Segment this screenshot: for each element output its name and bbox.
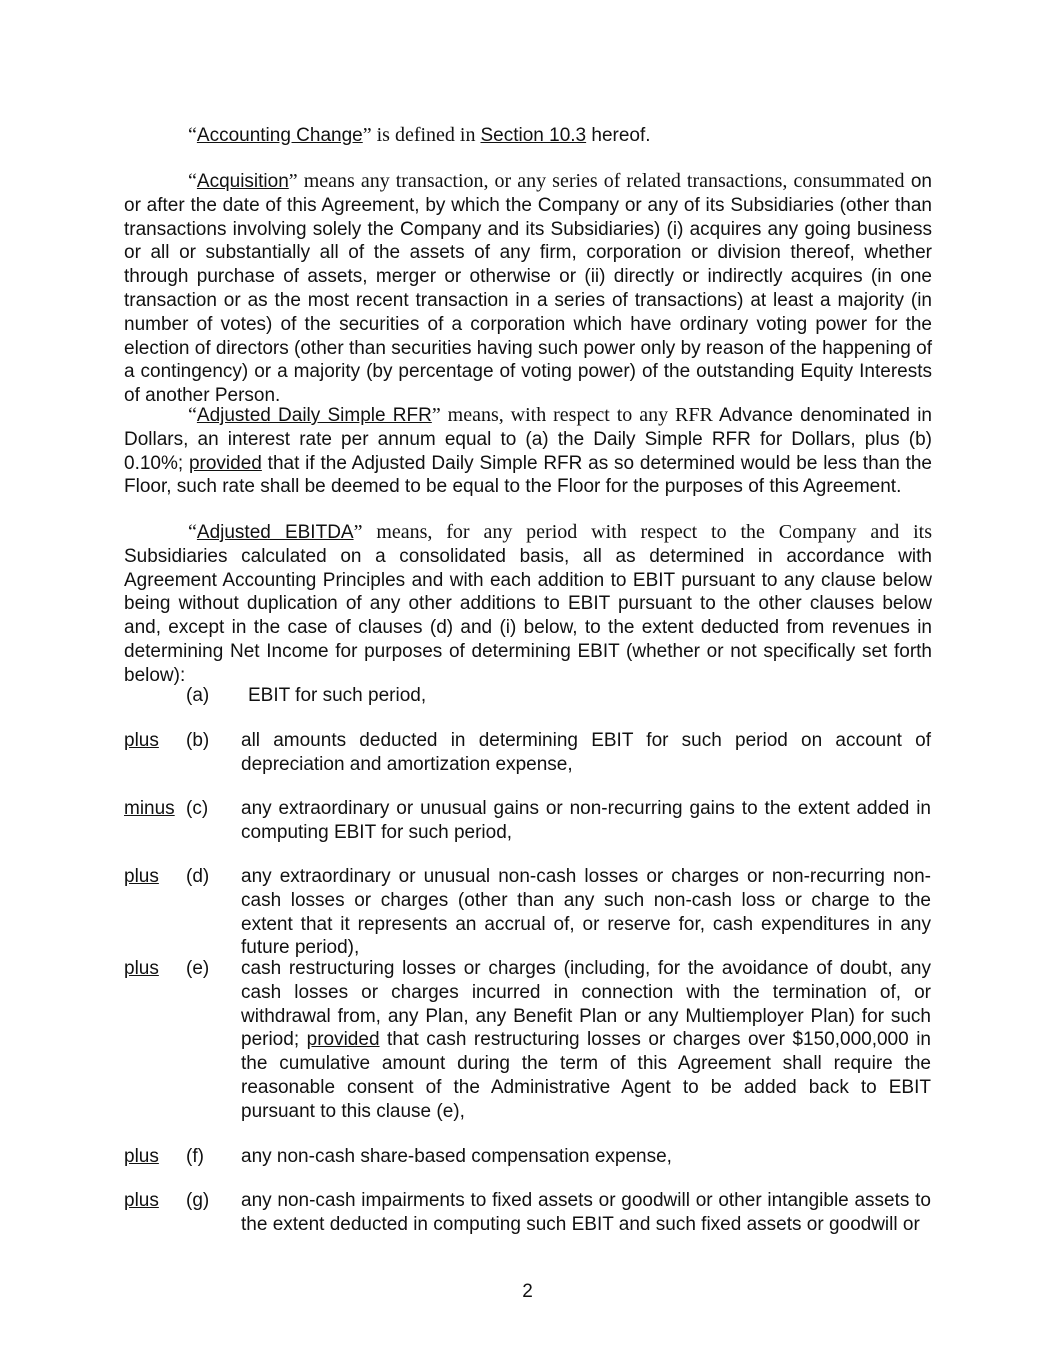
clause-prefix: plus: [124, 866, 159, 887]
clause-text: any non-cash share-based compensation expense,: [241, 1146, 672, 1167]
definition-accounting-change: “Accounting Change” is defined in Section 10.3 hereof.: [188, 124, 651, 146]
clause-text: cash restructuring losses or charges (including, for the avoidance of doubt, any cash losses or charges incurred in connection with the termination of, or withdrawal from, any Plan, any Benefit Plan or any Multiemployer Plan) for such period; provided that cash restructuring losses or charges over $150,000,000 in the cumulative amount during the term of this Agreement shall require the reasonable consent of the Administrative Agent to be added back to EBIT pursuant to this clause (e),: [241, 958, 932, 1122]
section-reference: Section 10.3: [480, 125, 587, 146]
clause-text: any extraordinary or unusual gains or non-recurring gains to the extent added in computing EBIT for such period,: [241, 798, 931, 843]
defined-term: Acquisition: [196, 171, 289, 192]
clause-label: (f): [186, 1146, 204, 1167]
definition-adjusted-ebitda: “Adjusted EBITDA” means, for any period with respect to the Company and its Subsidiaries calculated on a consolidated basis, all as determined in accordance with Agreement Accounting Principles and with each addition to EBIT pursuant to any clause below being without duplication of any other additions to EBIT pursuant to the other clauses below and, except in the case of clauses (d) and (i) below, to the extent deducted from revenues in determining Net Income for purposes of determining EBIT (whether or not specifically set forth below):: [124, 521, 932, 686]
clause-text: any extraordinary or unusual non-cash losses or charges or non-recurring non-cash losses or charges (other than any such non-cash loss or charge to the extent that it represents an accrual of, or reserve for, cash expenditures in any future period),: [241, 866, 931, 959]
defined-term: Accounting Change: [196, 125, 363, 146]
clause-text: EBIT for such period,: [248, 685, 427, 706]
clause-label: (b): [186, 730, 210, 751]
clause-label: (g): [186, 1190, 210, 1211]
clause-text: all amounts deducted in determining EBIT for such period on account of depreciation and amortization expense,: [241, 730, 931, 775]
clause-prefix: plus: [124, 1190, 159, 1211]
defined-term: Adjusted EBITDA: [196, 522, 354, 543]
clause-prefix: minus: [124, 798, 175, 819]
clause-prefix: plus: [124, 730, 159, 751]
defined-term: Adjusted Daily Simple RFR: [196, 405, 432, 426]
proviso-term: provided: [306, 1029, 380, 1051]
definition-acquisition: “Acquisition” means any transaction, or any series of related transactions, consummated on or after the date of this Agreement, by which the Company or any of its Subsidiaries (other than transactions involving solely the Company and its Subsidiaries) (i) acquires any going business or all or substantially all of the assets of any firm, corporation or division thereof, whether through purchase of assets, merger or otherwise or (ii) directly or indirectly acquires (in one transaction or as the most recent transaction in a series of transactions) at least a majority (in number of votes) of the securities of a corporation which have ordinary voting power for the election of directors (other than securities having such power only by reason of the happening of a contingency) or a majority (by percentage of voting power) of the outstanding Equity Interests of another Person.: [124, 170, 933, 407]
clause-label: (a): [186, 685, 210, 706]
definition-adjusted-daily-simple-rfr: “Adjusted Daily Simple RFR” means, with respect to any RFR Advance denominated in Dollars, an interest rate per annum equal to (a) the Daily Simple RFR for Dollars, plus (b) 0.10%; provided that if the Adjusted Daily Simple RFR as so determined would be less than the Floor, such rate shall be deemed to be equal to the Floor for the purposes of this Agreement.: [124, 404, 932, 498]
clause-prefix: plus: [124, 1146, 159, 1167]
clause-text: any non-cash impairments to fixed assets or goodwill or other intangible assets to the extent deducted in computing such EBIT and such fixed assets or goodwill or: [241, 1190, 931, 1235]
proviso-term: provided: [188, 452, 262, 474]
clause-label: (e): [186, 958, 210, 979]
clause-label: (c): [186, 798, 209, 819]
page-number: 2: [522, 1281, 533, 1302]
clause-prefix: plus: [124, 958, 159, 979]
clause-label: (d): [186, 866, 210, 887]
